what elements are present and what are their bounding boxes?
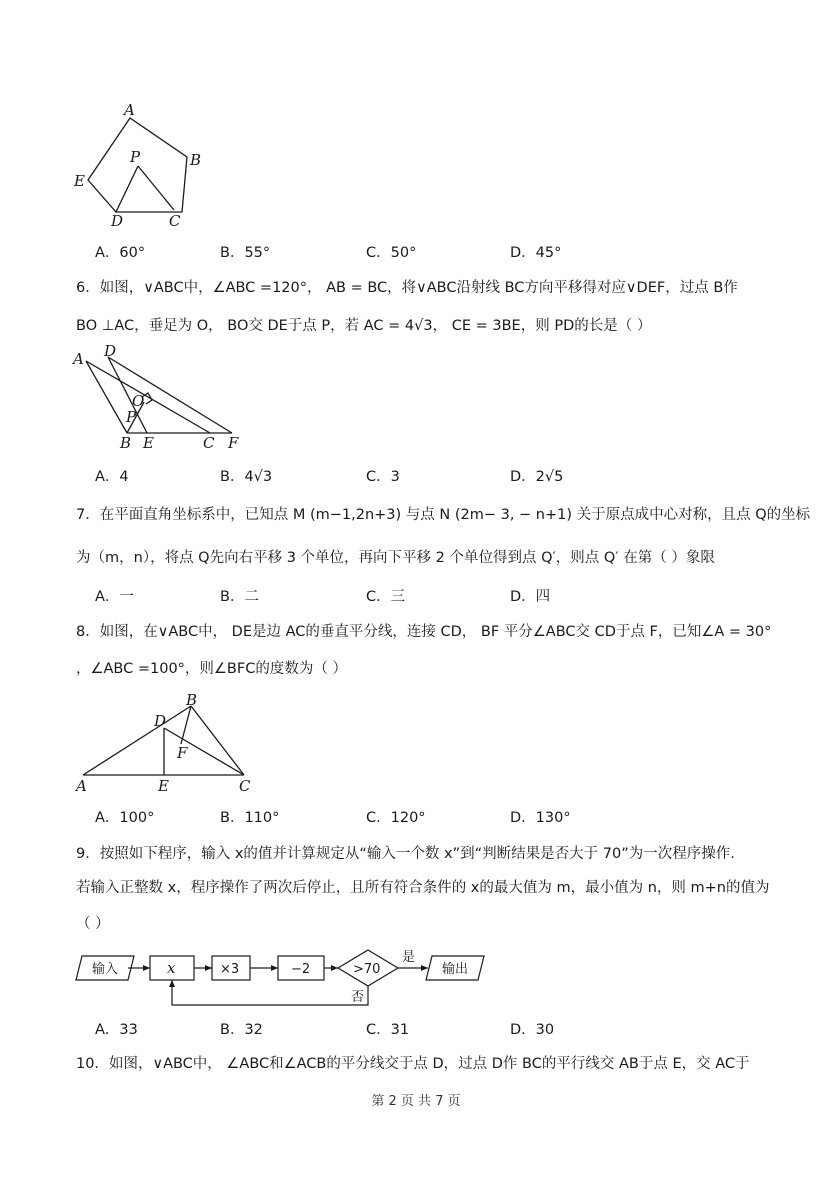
fig8-label-B: B <box>186 692 198 709</box>
flow-x-label: x <box>167 959 176 977</box>
flow-no-label: 否 <box>351 990 365 1005</box>
q7-option-b[interactable]: B．二 <box>220 589 259 605</box>
q7-text-line2: 为（m，n），将点 Q先向右平移 3 个单位，再向下平移 2 个单位得到点 Q′，则点 Q′ 在第（ ）象限 <box>76 550 715 566</box>
q7-option-c[interactable]: C．三 <box>366 589 406 605</box>
fig6-label-O: O <box>132 392 145 410</box>
fig8-label-E: E <box>158 777 169 795</box>
q9-text-line1: 9．按照如下程序，输入 x的值并计算规定从“输入一个数 x”到“判断结果是否大于 70”为一次程序操作. <box>76 846 735 862</box>
flow-input-label: 输入 <box>92 962 119 977</box>
fig8-label-A: A <box>76 777 87 795</box>
flow-output-label: 输出 <box>442 962 469 977</box>
fig8-label-C: C <box>239 777 251 795</box>
fig6-label-E: E <box>143 434 154 452</box>
fig5-label-D: D <box>111 212 124 230</box>
flow-yes-label: 是 <box>402 950 416 965</box>
fig8-label-D: D <box>154 712 167 730</box>
q7-option-d[interactable]: D．四 <box>510 589 551 605</box>
q9-option-a[interactable]: A．33 <box>95 1022 138 1038</box>
flow-minus2-label: −2 <box>291 962 311 977</box>
q5-option-a[interactable]: A．60° <box>95 245 146 261</box>
q8-text-line1: 8．如图，在∨ABC中， DE是边 AC的垂直平分线，连接 CD， BF 平分∠ABC交 CD于点 F，已知∠A = 30° <box>76 624 772 640</box>
fig6-label-P: P <box>126 408 137 426</box>
q6-option-c[interactable]: C．3 <box>366 469 400 485</box>
q6-text-line1: 6．如图，∨ABC中，∠ABC =120°， AB = BC，将∨ABC沿射线 BC方向平移得对应∨DEF，过点 B作 <box>76 280 738 296</box>
flow-times3-label: ×3 <box>220 962 240 977</box>
fig6-label-B: B <box>120 434 132 452</box>
fig5-label-A: A <box>124 101 135 119</box>
q8-option-b[interactable]: B．110° <box>220 810 280 826</box>
figure-q8 <box>70 692 260 796</box>
fig5-label-C: C <box>169 212 181 230</box>
fig5-label-P: P <box>130 148 141 166</box>
q5-option-b[interactable]: B．55° <box>220 245 271 261</box>
q8-text-line2: ，∠ABC =100°，则∠BFC的度数为（ ） <box>76 661 347 677</box>
q9-option-d[interactable]: D．30 <box>510 1022 555 1038</box>
q9-text-line3: （ ） <box>76 916 110 932</box>
fig6-label-F: F <box>228 434 239 452</box>
fig6-label-A: A <box>73 350 84 368</box>
fig8-label-F: F <box>177 744 188 762</box>
q5-option-c[interactable]: C．50° <box>366 245 417 261</box>
q8-option-d[interactable]: D．130° <box>510 810 571 826</box>
figure-q6 <box>70 345 255 453</box>
q6-text-line2: BO ⊥AC，垂足为 O， BO交 DE于点 P，若 AC = 4√3， CE = 3BE，则 PD的长是（ ） <box>76 318 652 334</box>
q6-option-d[interactable]: D．2√5 <box>510 469 564 485</box>
q6-option-a[interactable]: A．4 <box>95 469 129 485</box>
q9-text-line2: 若输入正整数 x，程序操作了两次后停止，且所有符合条件的 x的最大值为 m，最小值为 n，则 m+n的值为 <box>76 880 770 896</box>
flowchart-q9 <box>70 943 490 1011</box>
q8-option-a[interactable]: A．100° <box>95 810 155 826</box>
flow-cond-label: >70 <box>353 962 381 977</box>
q9-option-b[interactable]: B．32 <box>220 1022 263 1038</box>
q9-option-c[interactable]: C．31 <box>366 1022 410 1038</box>
q10-text-line1: 10．如图，∨ABC中， ∠ABC和∠ACB的平分线交于点 D，过点 D作 BC的平行线交 AB于点 E，交 AC于 <box>76 1056 750 1072</box>
fig5-label-B: B <box>190 151 202 169</box>
q8-option-c[interactable]: C．120° <box>366 810 426 826</box>
figure-q5 <box>70 100 220 230</box>
q6-option-b[interactable]: B．4√3 <box>220 469 273 485</box>
q5-option-d[interactable]: D．45° <box>510 245 562 261</box>
page-footer: 第 2 页 共 7 页 <box>371 1094 461 1109</box>
q7-text-line1: 7．在平面直角坐标系中，已知点 M (m−1,2n+3) 与点 N (2m− 3, − n+1) 关于原点成中心对称，且点 Q的坐标 <box>76 507 811 523</box>
fig6-label-D: D <box>104 345 117 360</box>
fig5-label-E: E <box>74 172 85 190</box>
fig6-label-C: C <box>203 434 215 452</box>
q7-option-a[interactable]: A．一 <box>95 589 134 605</box>
